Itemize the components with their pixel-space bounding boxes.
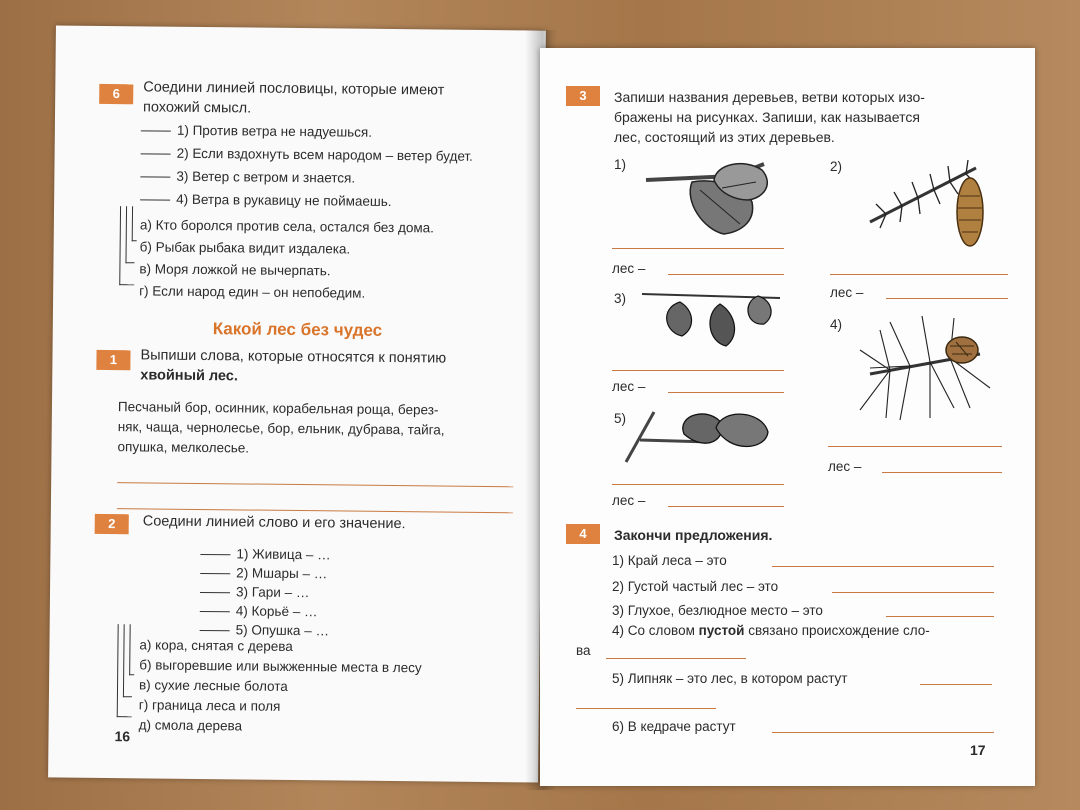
- task-instruction: Запиши названия деревьев, ветви которых изо-: [614, 89, 925, 105]
- answer-line[interactable]: [772, 566, 994, 567]
- task-instruction: Соедини линией слово и его значение.: [142, 513, 406, 533]
- answer-line[interactable]: [612, 484, 784, 485]
- left-page: [48, 25, 546, 782]
- sentence: 2) Густой частый лес – это: [612, 579, 779, 594]
- task-number-badge: 6: [99, 84, 133, 104]
- forest-label: лес –: [828, 459, 862, 474]
- task-instruction: похожий смысл.: [143, 99, 252, 117]
- forest-label: лес –: [612, 261, 646, 276]
- birch-branch-icon: [640, 284, 790, 354]
- answer-item: а) Кто боролся против села, остался без дома.: [139, 217, 435, 236]
- task-instruction: бражены на рисунках. Запиши, как называется: [614, 109, 920, 125]
- forest-label: лес –: [612, 493, 646, 508]
- meaning-item: в) сухие лесные болота: [138, 677, 288, 694]
- task-number-badge: 1: [96, 350, 130, 370]
- answer-line[interactable]: [920, 684, 992, 685]
- answer-line[interactable]: [832, 592, 994, 593]
- picture-label: 5): [614, 411, 627, 426]
- answer-line[interactable]: [772, 732, 994, 733]
- answer-item: б) Рыбак рыбака видит издалека.: [139, 239, 351, 257]
- forest-label: лес –: [830, 285, 864, 300]
- task-instruction: лес, состоящий из этих деревьев.: [614, 129, 835, 145]
- oak-branch-icon: [644, 152, 794, 242]
- proverb-item: 3) Ветер с ветром и знается.: [140, 167, 355, 187]
- picture-label: 3): [614, 291, 627, 306]
- answer-line[interactable]: [886, 616, 994, 617]
- term-item: 2) Мшары – …: [200, 564, 327, 583]
- sentence: 1) Край леса – это: [612, 553, 727, 568]
- sentence: 3) Глухое, безлюдное место – это: [612, 603, 823, 618]
- answer-line[interactable]: [668, 392, 784, 393]
- word-list-line: няк, чаща, чернолесье, бор, ельник, дубрава, тайга,: [117, 419, 445, 438]
- sentence: 4) Со словом пустой связано происхождение сло-: [612, 623, 930, 638]
- answer-line[interactable]: [828, 446, 1002, 447]
- term-item: 4) Корьё – …: [200, 602, 318, 621]
- answer-line[interactable]: [612, 370, 784, 371]
- meaning-item: а) кора, снятая с дерева: [139, 637, 293, 654]
- answer-line[interactable]: [886, 298, 1008, 299]
- answer-item: в) Моря ложкой не вычерпать.: [139, 261, 331, 279]
- page-number: 16: [114, 728, 131, 745]
- proverb-item: 1) Против ветра не надуешься.: [141, 121, 372, 141]
- proverb-item: 4) Ветра в рукавицу не поймаешь.: [140, 190, 392, 211]
- answer-line[interactable]: [612, 248, 784, 249]
- answer-line[interactable]: [576, 708, 716, 709]
- term-item: 5) Опушка – …: [200, 621, 330, 640]
- picture-label: 2): [830, 159, 843, 174]
- task-instruction: Закончи предложения.: [614, 527, 773, 543]
- spruce-branch-icon: [866, 152, 1016, 252]
- proverb-item: 2) Если вздохнуть всем народом – ветер будет.: [141, 144, 473, 165]
- sentence-continuation: ва: [576, 643, 591, 658]
- answer-line[interactable]: [668, 506, 784, 507]
- task-number-badge: 2: [95, 514, 129, 534]
- task-instruction: Соедини линией пословицы, которые имеют: [143, 79, 445, 99]
- aspen-branch-icon: [620, 404, 780, 474]
- answer-line[interactable]: [830, 274, 1008, 275]
- page-number: 17: [970, 742, 986, 758]
- term-item: 3) Гари – …: [200, 583, 310, 602]
- forest-label: лес –: [612, 379, 646, 394]
- answer-line[interactable]: [606, 658, 746, 659]
- right-page: [540, 48, 1035, 786]
- answer-line[interactable]: [882, 472, 1002, 473]
- picture-label: 4): [830, 317, 843, 332]
- answer-item: г) Если народ един – он непобедим.: [139, 283, 366, 301]
- answer-line[interactable]: [668, 274, 784, 275]
- word-list-line: Песчаный бор, осинник, корабельная роща, берез-: [117, 399, 439, 418]
- task-instruction: Выпиши слова, которые относятся к понятию: [140, 347, 447, 367]
- sentence: 5) Липняк – это лес, в котором растут: [612, 671, 848, 686]
- pine-branch-icon: [850, 314, 1010, 424]
- term-item: 1) Живица – …: [200, 545, 330, 564]
- picture-label: 1): [614, 157, 627, 172]
- word-list-line: опушка, мелколесье.: [117, 439, 250, 456]
- task-number-badge: 4: [566, 524, 600, 544]
- sentence: 6) В кедраче растут: [612, 719, 736, 734]
- answer-bracket: [132, 206, 137, 241]
- meaning-item: д) смола дерева: [138, 717, 243, 734]
- meaning-item: г) граница леса и поля: [138, 697, 281, 714]
- meaning-item: б) выгоревшие или выжженные места в лесу: [139, 657, 422, 676]
- task-number-badge: 3: [566, 86, 600, 106]
- section-title: Какой лес без чудес: [212, 319, 383, 340]
- task-instruction-bold: хвойный лес.: [140, 367, 239, 385]
- answer-line[interactable]: [117, 482, 513, 487]
- answer-bracket: [129, 624, 135, 675]
